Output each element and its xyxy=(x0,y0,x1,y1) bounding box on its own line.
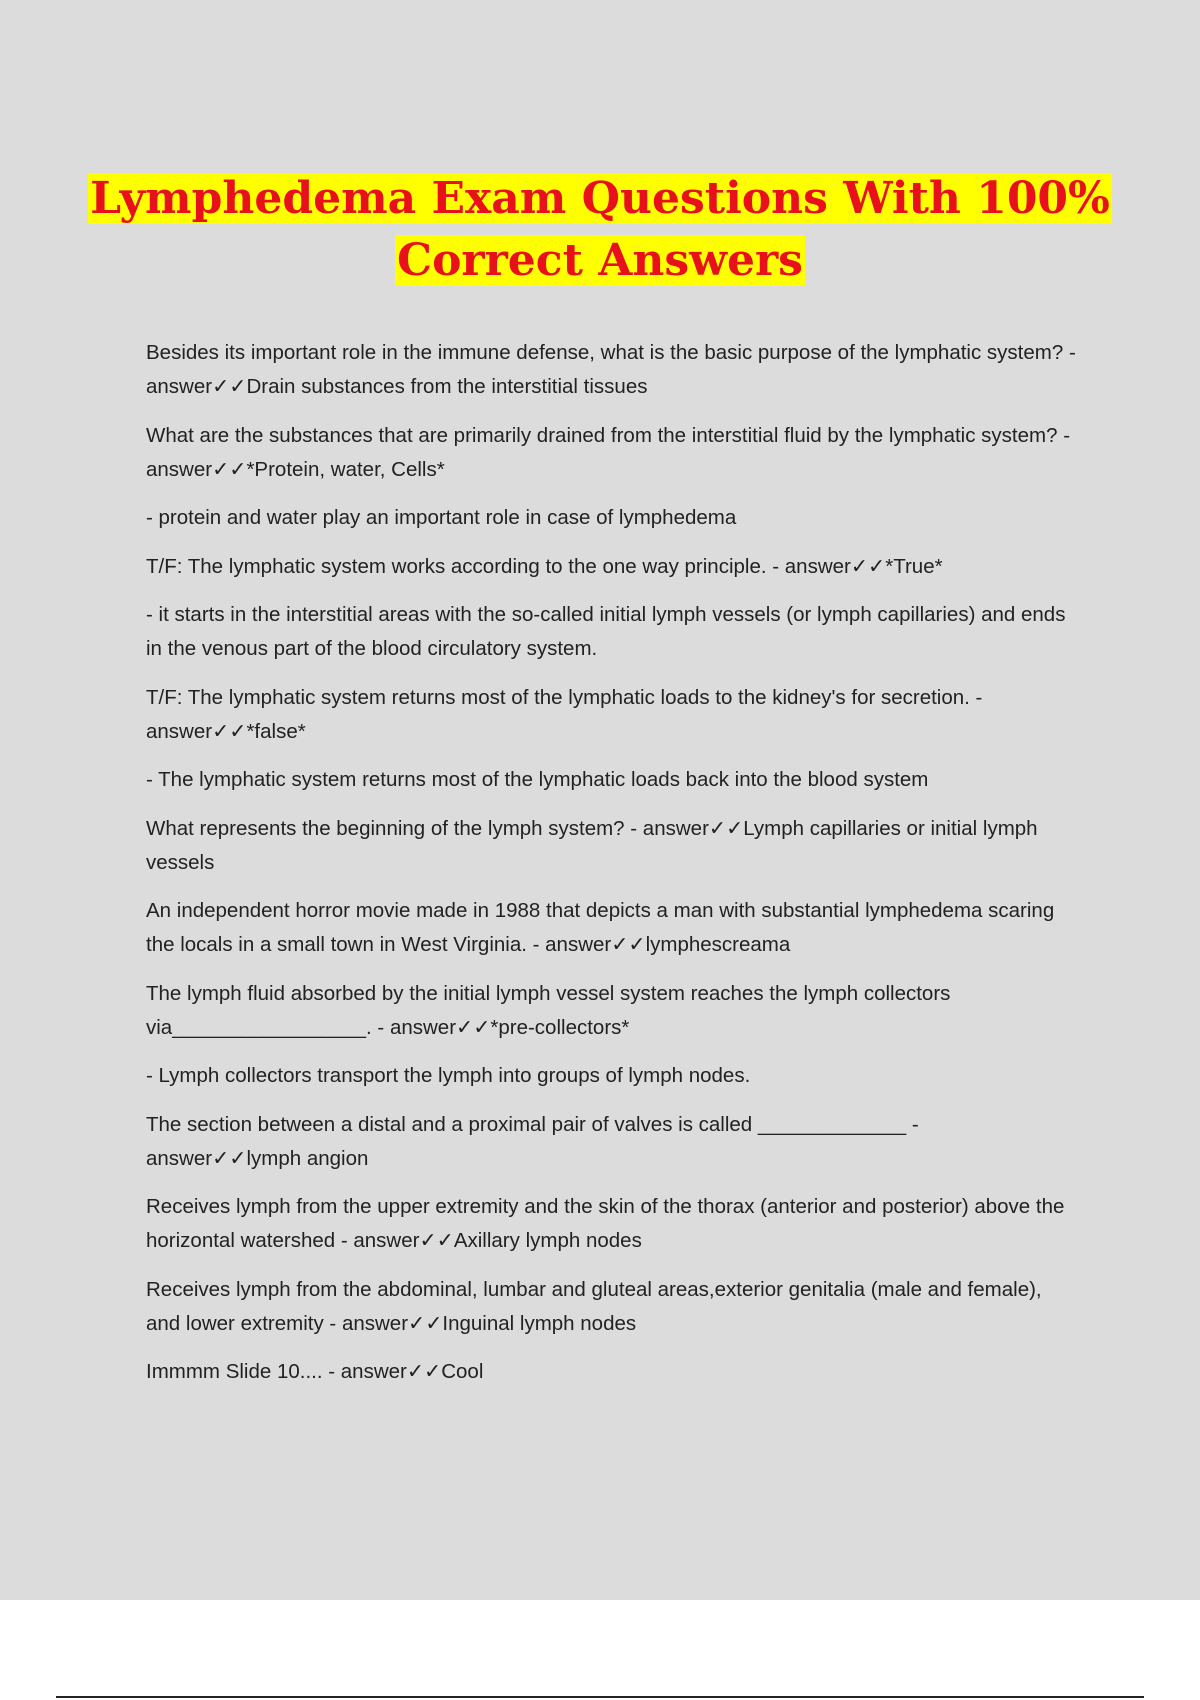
qa-paragraph: Immmm Slide 10.... - answer✓✓Cool xyxy=(146,1360,484,1383)
footer-rule xyxy=(56,1696,1144,1698)
qa-paragraph: T/F: The lymphatic system returns most of the lymphatic loads to the kidney's for secretion. - answer✓✓*false* xyxy=(146,685,983,743)
qa-paragraph: - it starts in the interstitial areas with the so-called initial lymph vessels (or lymph capillaries) and ends in the venous part of the blood circulatory system. xyxy=(146,603,1066,660)
qa-paragraph: - protein and water play an important role in case of lymphedema xyxy=(146,506,737,529)
qa-paragraph: Receives lymph from the upper extremity and the skin of the thorax (anterior and posterior) above the horizontal watershed - answer✓✓Axillary lymph nodes xyxy=(146,1195,1065,1252)
qa-paragraph: Receives lymph from the abdominal, lumbar and gluteal areas,exterior genitalia (male and female), and lower extremity - answer✓✓Inguinal lymph nodes xyxy=(146,1277,1042,1335)
qa-paragraph: T/F: The lymphatic system works according to the one way principle. - answer✓✓*True* xyxy=(146,554,943,578)
title-line-1: Lymphedema Exam Questions With 100% xyxy=(90,173,1110,224)
qa-paragraph: Besides its important role in the immune defense, what is the basic purpose of the lymphatic system? - answer✓✓Drain substances from the interstitial tissues xyxy=(146,341,1076,398)
qa-paragraph: What are the substances that are primarily drained from the interstitial fluid by the lymphatic system? - answer✓✓*Protein, water, Cells* xyxy=(146,423,1071,481)
qa-paragraph: An independent horror movie made in 1988 that depicts a man with substantial lymphedema scaring the locals in a small town in West Virginia. - answer✓✓lymphescreama xyxy=(146,899,1055,956)
title-line-2: Correct Answers xyxy=(397,235,803,286)
qa-paragraph: The lymph fluid absorbed by the initial lymph vessel system reaches the lymph collectors via_________________. - answer✓✓*pre-collectors* xyxy=(146,981,951,1039)
qa-paragraph: - The lymphatic system returns most of the lymphatic loads back into the blood system xyxy=(146,768,929,791)
qa-paragraph: The section between a distal and a proximal pair of valves is called _____________ - answer✓✓lymph angion xyxy=(146,1112,919,1170)
qa-paragraph: - Lymph collectors transport the lymph into groups of lymph nodes. xyxy=(146,1064,751,1087)
qa-list xyxy=(146,336,1076,1404)
document-title xyxy=(0,168,1200,292)
qa-paragraph: What represents the beginning of the lymph system? - answer✓✓Lymph capillaries or initial lymph vessels xyxy=(146,816,1038,874)
